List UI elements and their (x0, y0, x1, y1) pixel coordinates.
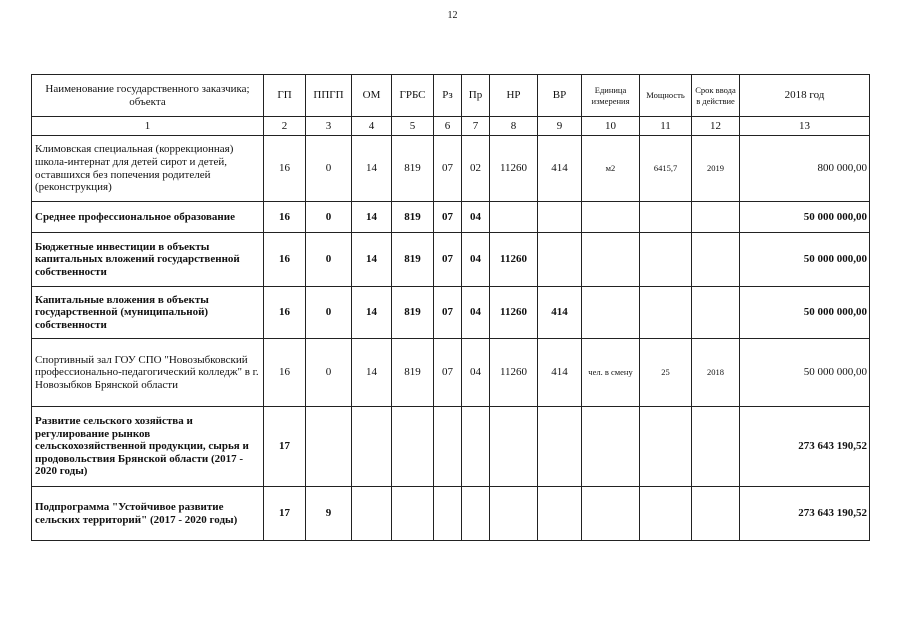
row-gp: 16 (264, 233, 306, 287)
column-number: 8 (490, 117, 538, 136)
column-number: 3 (306, 117, 352, 136)
row-nr: 11260 (490, 136, 538, 202)
row-amount: 50 000 000,00 (740, 287, 870, 339)
row-pr: 04 (462, 287, 490, 339)
table-row (32, 487, 870, 541)
table-row (32, 407, 870, 487)
row-ppgp: 0 (306, 339, 352, 407)
table-row (32, 202, 870, 233)
table-row (32, 339, 870, 407)
row-name: Подпрограмма "Устойчивое развитие сельских территорий" (2017 - 2020 годы) (32, 487, 264, 541)
row-om: 14 (352, 202, 392, 233)
row-unit (582, 407, 640, 487)
row-ppgp (306, 407, 352, 487)
row-commission (692, 407, 740, 487)
row-pr (462, 407, 490, 487)
row-nr (490, 202, 538, 233)
row-amount: 800 000,00 (740, 136, 870, 202)
column-number-row (32, 117, 870, 136)
row-unit (582, 233, 640, 287)
row-gp: 16 (264, 136, 306, 202)
column-number: 13 (740, 117, 870, 136)
header-name: Наименование государственного заказчика; объекта (32, 75, 264, 117)
header-rz: Рз (434, 75, 462, 117)
row-capacity: 25 (640, 339, 692, 407)
table-row (32, 287, 870, 339)
row-rz: 07 (434, 136, 462, 202)
row-name: Развитие сельского хозяйства и регулирование рынков сельскохозяйственной продукции, сырья и продовольствия Брянской области (2017 - 2020 годы) (32, 407, 264, 487)
row-commission (692, 287, 740, 339)
row-commission: 2018 (692, 339, 740, 407)
row-om: 14 (352, 287, 392, 339)
row-capacity (640, 407, 692, 487)
row-unit (582, 287, 640, 339)
row-unit (582, 202, 640, 233)
column-number: 11 (640, 117, 692, 136)
row-pr (462, 487, 490, 541)
row-ppgp: 0 (306, 233, 352, 287)
row-ppgp: 0 (306, 287, 352, 339)
column-number: 12 (692, 117, 740, 136)
row-grbs (392, 407, 434, 487)
row-unit (582, 487, 640, 541)
row-amount: 50 000 000,00 (740, 233, 870, 287)
row-vr (538, 233, 582, 287)
row-rz: 07 (434, 233, 462, 287)
row-om (352, 487, 392, 541)
row-pr: 04 (462, 339, 490, 407)
header-unit: Единица измерения (582, 75, 640, 117)
row-rz (434, 487, 462, 541)
page-number: 12 (447, 10, 458, 21)
header-nr: НР (490, 75, 538, 117)
header-row (32, 75, 870, 117)
row-capacity (640, 487, 692, 541)
row-vr (538, 407, 582, 487)
row-vr (538, 487, 582, 541)
row-grbs: 819 (392, 233, 434, 287)
row-vr: 414 (538, 287, 582, 339)
row-amount: 50 000 000,00 (740, 202, 870, 233)
row-amount: 273 643 190,52 (740, 487, 870, 541)
row-name: Капитальные вложения в объекты государственной (муниципальной) собственности (32, 287, 264, 339)
row-rz: 07 (434, 287, 462, 339)
row-gp: 17 (264, 407, 306, 487)
row-grbs (392, 487, 434, 541)
row-vr (538, 202, 582, 233)
header-gp: ГП (264, 75, 306, 117)
header-vr: ВР (538, 75, 582, 117)
row-gp: 17 (264, 487, 306, 541)
row-commission (692, 487, 740, 541)
row-unit: чел. в смену (582, 339, 640, 407)
row-nr: 11260 (490, 233, 538, 287)
row-amount: 273 643 190,52 (740, 407, 870, 487)
column-number: 9 (538, 117, 582, 136)
header-grbs: ГРБС (392, 75, 434, 117)
budget-table (31, 74, 870, 541)
row-om: 14 (352, 136, 392, 202)
header-year-2018: 2018 год (740, 75, 870, 117)
row-nr: 11260 (490, 339, 538, 407)
row-vr: 414 (538, 136, 582, 202)
header-om: ОМ (352, 75, 392, 117)
column-number: 1 (32, 117, 264, 136)
row-capacity (640, 202, 692, 233)
column-number: 2 (264, 117, 306, 136)
row-amount: 50 000 000,00 (740, 339, 870, 407)
table-row (32, 233, 870, 287)
row-capacity: 6415,7 (640, 136, 692, 202)
row-rz: 07 (434, 339, 462, 407)
row-commission (692, 233, 740, 287)
row-gp: 16 (264, 339, 306, 407)
row-name: Климовская специальная (коррекционная) школа-интернат для детей сирот и детей, оставшихся без попечения родителей (реконструкция) (32, 136, 264, 202)
row-gp: 16 (264, 202, 306, 233)
row-grbs: 819 (392, 202, 434, 233)
header-pr: Пр (462, 75, 490, 117)
header-commission: Срок ввода в действие (692, 75, 740, 117)
table-row (32, 136, 870, 202)
row-name: Спортивный зал ГОУ СПО "Новозыбковский профессионально-педагогический колледж" в г. Новозыбков Брянской области (32, 339, 264, 407)
row-capacity (640, 287, 692, 339)
row-name: Среднее профессиональное образование (32, 202, 264, 233)
row-grbs: 819 (392, 136, 434, 202)
row-grbs: 819 (392, 339, 434, 407)
row-commission: 2019 (692, 136, 740, 202)
column-number: 7 (462, 117, 490, 136)
row-capacity (640, 233, 692, 287)
column-number: 4 (352, 117, 392, 136)
row-rz: 07 (434, 202, 462, 233)
row-name: Бюджетные инвестиции в объекты капитальных вложений государственной собственности (32, 233, 264, 287)
row-gp: 16 (264, 287, 306, 339)
row-unit: м2 (582, 136, 640, 202)
row-nr (490, 407, 538, 487)
row-ppgp: 9 (306, 487, 352, 541)
row-vr: 414 (538, 339, 582, 407)
header-capacity: Мощность (640, 75, 692, 117)
row-om: 14 (352, 339, 392, 407)
row-nr (490, 487, 538, 541)
row-nr: 11260 (490, 287, 538, 339)
row-commission (692, 202, 740, 233)
row-om (352, 407, 392, 487)
row-pr: 02 (462, 136, 490, 202)
row-ppgp: 0 (306, 136, 352, 202)
row-pr: 04 (462, 202, 490, 233)
row-grbs: 819 (392, 287, 434, 339)
row-om: 14 (352, 233, 392, 287)
row-pr: 04 (462, 233, 490, 287)
column-number: 6 (434, 117, 462, 136)
column-number: 10 (582, 117, 640, 136)
column-number: 5 (392, 117, 434, 136)
header-ppgp: ППГП (306, 75, 352, 117)
row-rz (434, 407, 462, 487)
row-ppgp: 0 (306, 202, 352, 233)
